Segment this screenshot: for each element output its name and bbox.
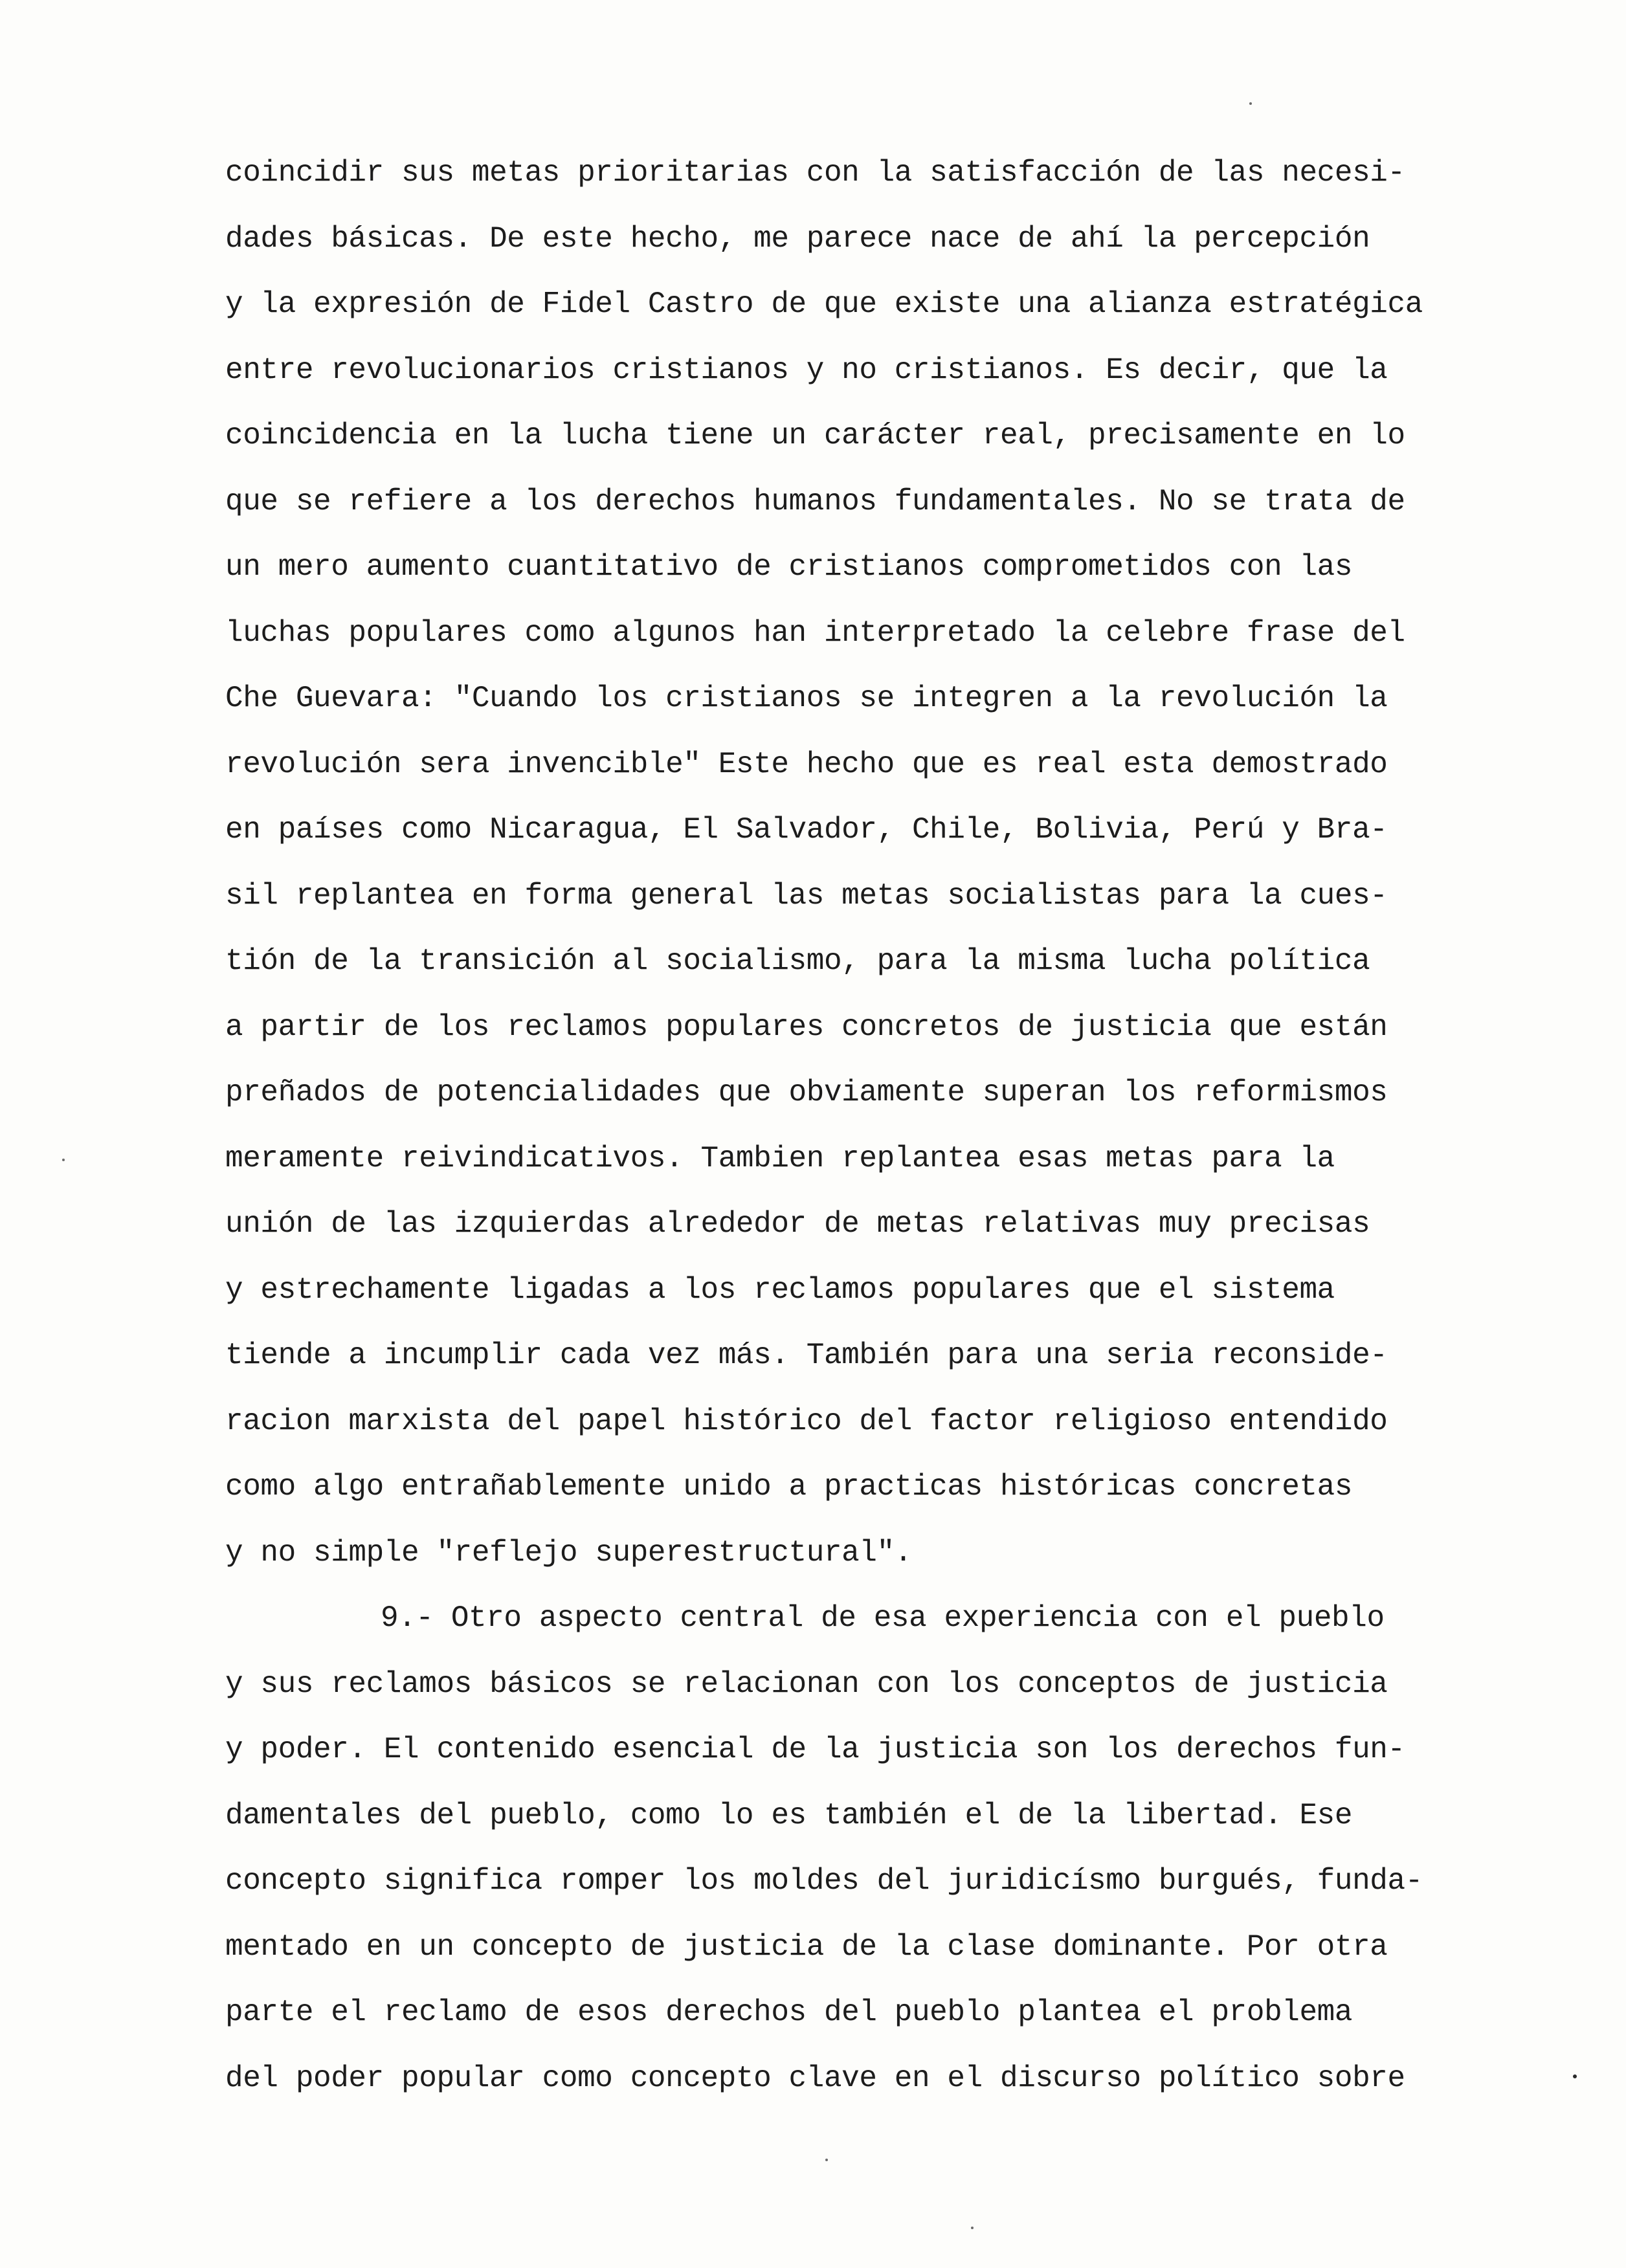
text-line: coincidir sus metas prioritarias con la satisfacción de las necesi-: [225, 156, 1405, 190]
text-line: parte el reclamo de esos derechos del pueblo plantea el problema: [225, 1996, 1353, 2029]
paragraph-9-first-line: 9.- Otro aspecto central de esa experiencia con el pueblo: [381, 1601, 1385, 1635]
text-line: y estrechamente ligadas a los reclamos populares que el sistema: [225, 1273, 1335, 1307]
text-line: dades básicas. De este hecho, me parece nace de ahí la percepción: [225, 221, 1370, 256]
page-speck: [971, 2227, 974, 2229]
text-line: y poder. El contenido esencial de la justicia son los derechos fun-: [225, 1733, 1405, 1766]
text-line: tiende a incumplir cada vez más. También para una seria reconside-: [225, 1339, 1388, 1372]
text-line: del poder popular como concepto clave en el discurso político sobre: [225, 2061, 1405, 2095]
text-line: entre revolucionarios cristianos y no cristianos. Es decir, que la: [225, 353, 1388, 387]
text-line: damentales del pueblo, como lo es también el de la libertad. Ese: [225, 1798, 1353, 1832]
text-line: tión de la transición al socialismo, para la misma lucha política: [225, 944, 1370, 978]
text-line: un mero aumento cuantitativo de cristianos comprometidos con las: [225, 550, 1353, 584]
page-speck: [1249, 102, 1252, 105]
continuation-dot: [1573, 2074, 1577, 2078]
text-line: y sus reclamos básicos se relacionan con los conceptos de justicia: [225, 1667, 1388, 1701]
text-line: luchas populares como algunos han interpretado la celebre frase del: [225, 616, 1405, 650]
text-line: mentado en un concepto de justicia de la clase dominante. Por otra: [225, 1929, 1388, 1964]
text-line: racion marxista del papel histórico del factor religioso entendido: [225, 1404, 1388, 1438]
text-line: en países como Nicaragua, El Salvador, Chile, Bolivia, Perú y Bra-: [225, 813, 1388, 847]
text-line: y la expresión de Fidel Castro de que existe una alianza estratégica: [225, 287, 1423, 321]
text-line: meramente reivindicativos. Tambien replantea esas metas para la: [225, 1141, 1335, 1175]
text-line: preñados de potencialidades que obviamente superan los reformismos: [225, 1076, 1388, 1109]
text-line: y no simple "reflejo superestructural".: [225, 1535, 912, 1570]
body-text: [225, 150, 1578, 2121]
text-line: revolución sera invencible" Este hecho que es real esta demostrado: [225, 747, 1388, 781]
text-line: a partir de los reclamos populares concretos de justicia que están: [225, 1010, 1388, 1044]
page-speck: [825, 2159, 828, 2161]
text-line: coincidencia en la lucha tiene un carácter real, precisamente en lo: [225, 419, 1405, 452]
page-speck: [62, 1159, 65, 1161]
text-line: como algo entrañablemente unido a practicas históricas concretas: [225, 1470, 1353, 1504]
text-line: unión de las izquierdas alrededor de metas relativas muy precisas: [225, 1207, 1370, 1241]
text-line: que se refiere a los derechos humanos fundamentales. No se trata de: [225, 484, 1405, 518]
text-line: sil replantea en forma general las metas socialistas para la cues-: [225, 878, 1388, 913]
text-line: concepto significa romper los moldes del juridicísmo burgués, funda-: [225, 1864, 1423, 1898]
text-line: Che Guevara: "Cuando los cristianos se integren a la revolución la: [225, 682, 1388, 715]
